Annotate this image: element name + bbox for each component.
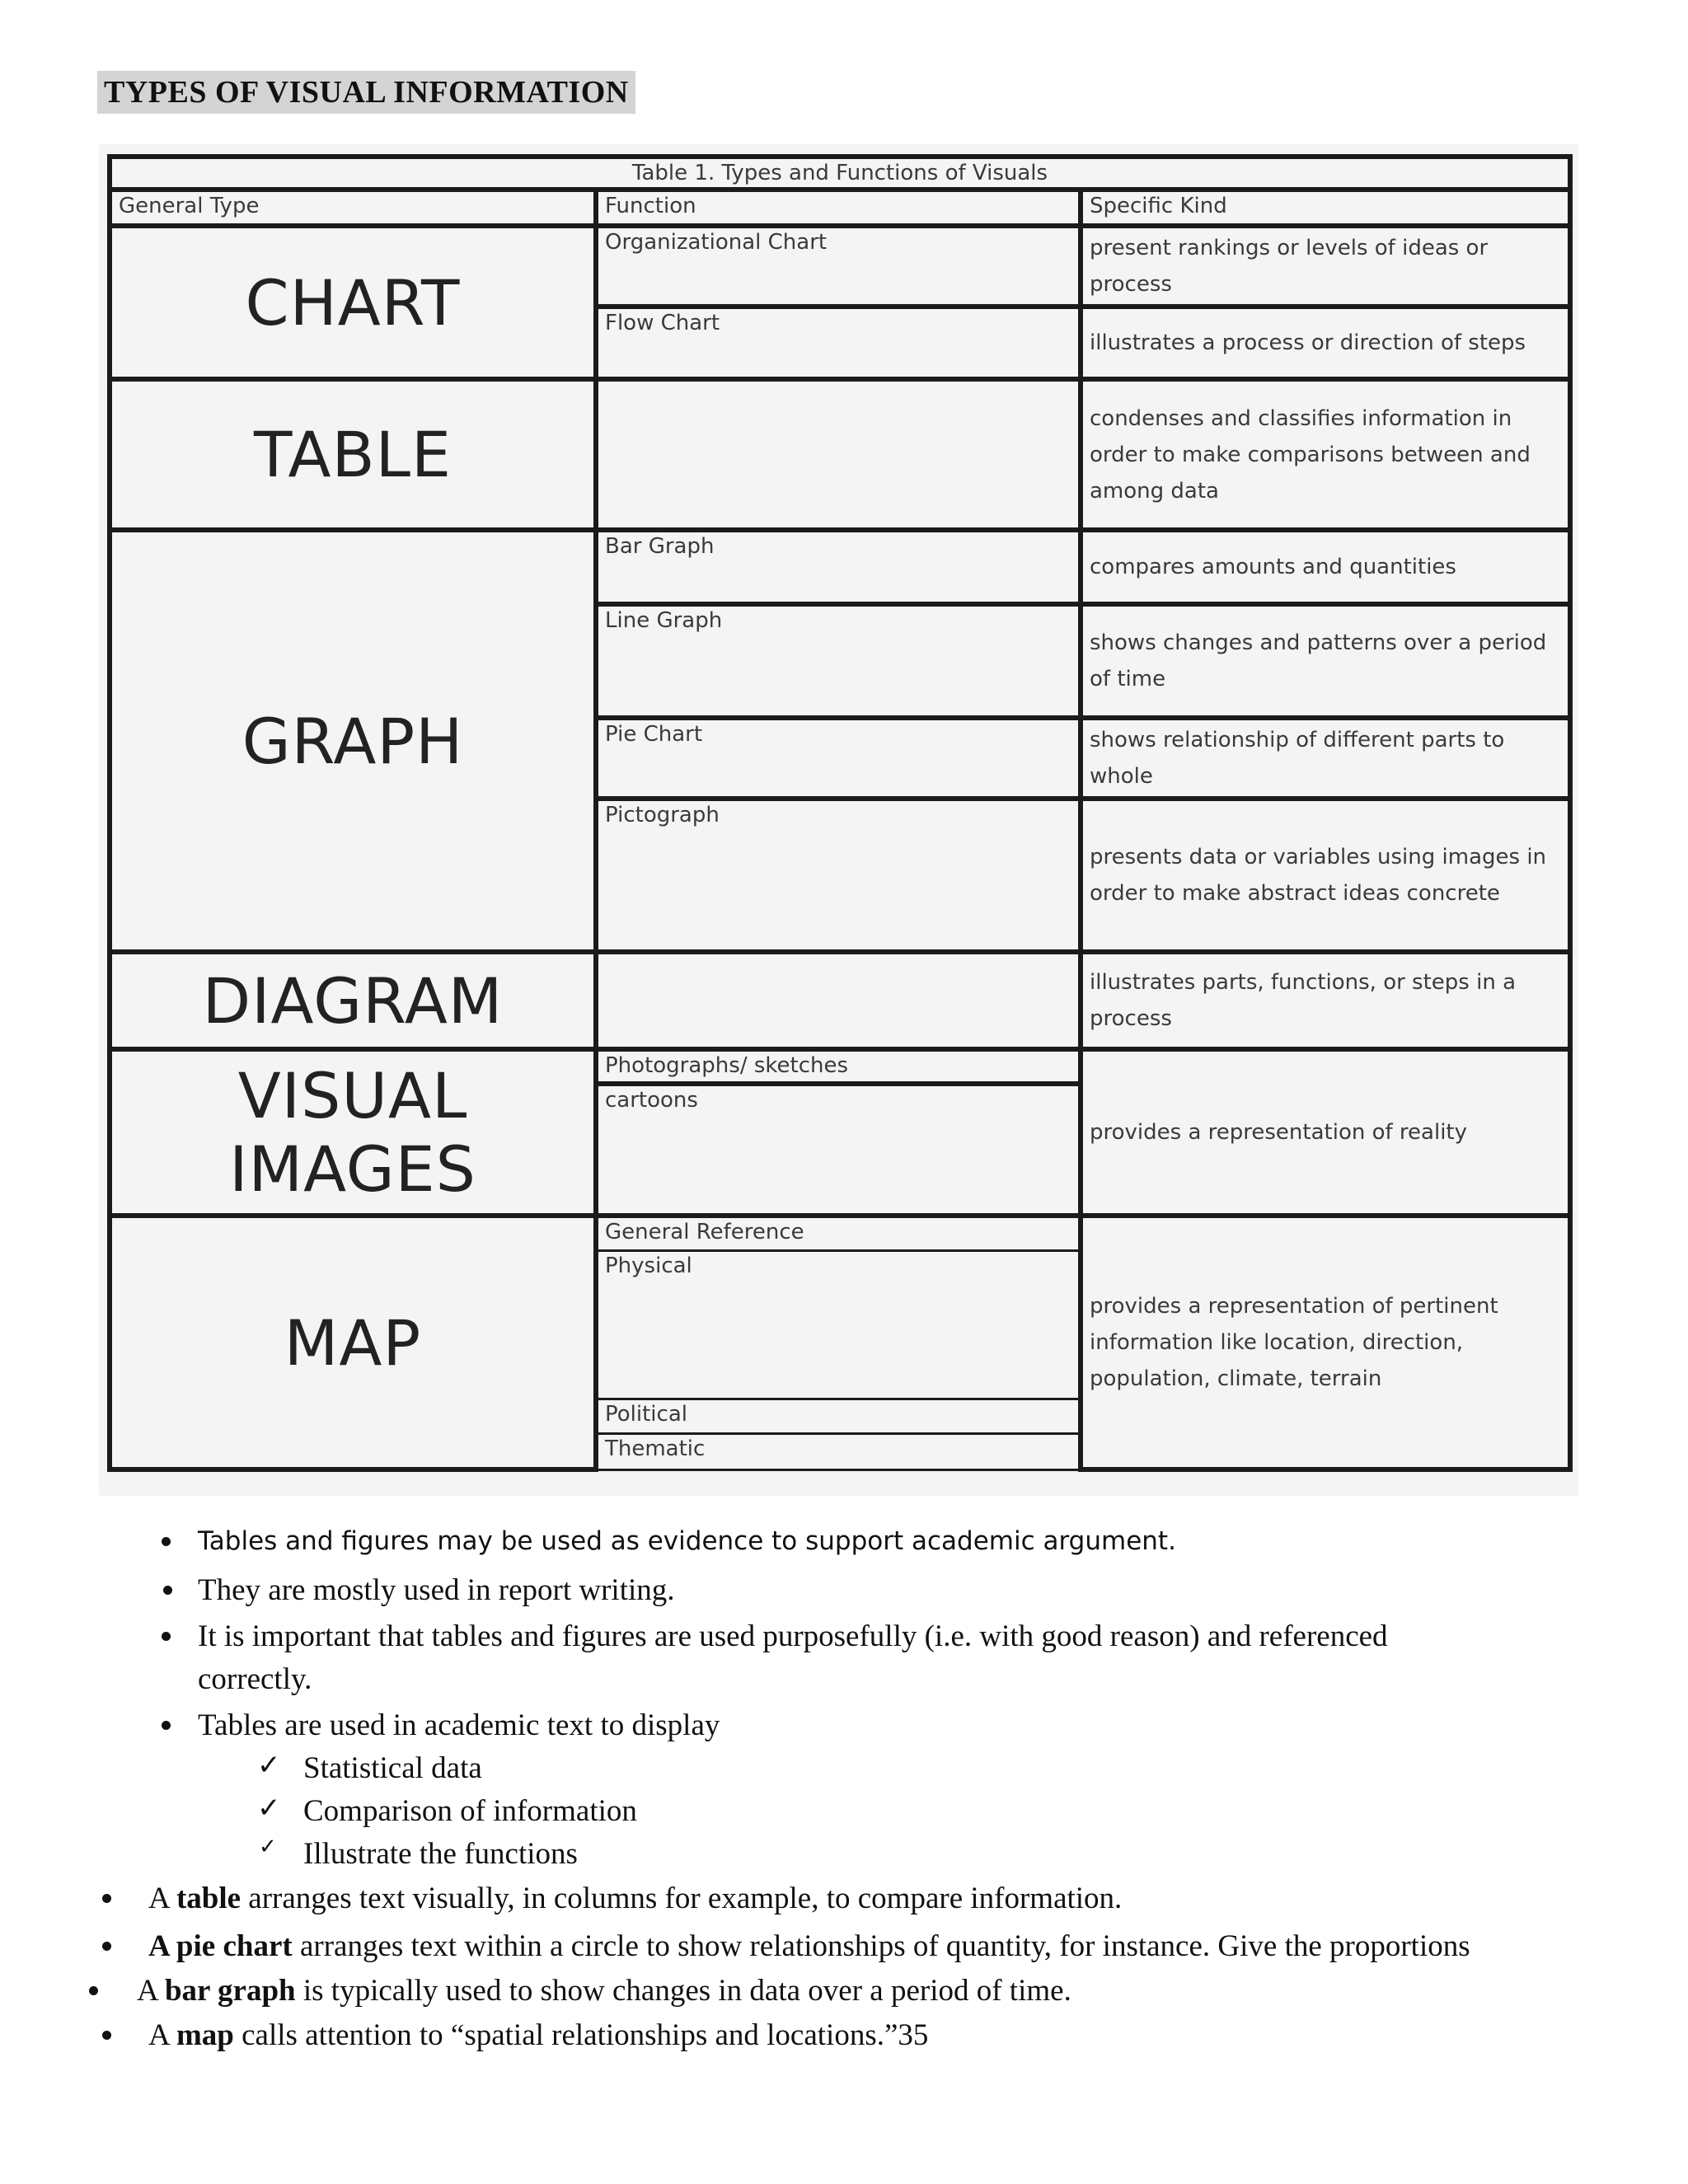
bullet-icon <box>102 1894 111 1903</box>
type-diagram: DIAGRAM <box>110 952 596 1049</box>
header-general-type: General Type <box>110 190 596 226</box>
visuals-table-image <box>99 144 1578 1496</box>
kind-organizational-chart: present rankings or levels of ideas or process <box>1081 226 1570 307</box>
function-diagram-empty <box>596 952 1081 1049</box>
bullet-bar-graph-definition: A bar graph is typically used to show changes in data over a period of time. <box>137 1974 1071 2008</box>
function-pie-chart: Pie Chart <box>596 718 1081 799</box>
bullet-icon <box>162 1537 171 1546</box>
kind-table: condenses and classifies information in order to make comparisons between and among data <box>1081 379 1570 530</box>
function-general-reference: General Reference <box>596 1216 1081 1250</box>
bullet-report-writing: They are mostly used in report writing. <box>198 1573 675 1607</box>
function-cartoons: cartoons <box>596 1084 1081 1216</box>
function-thematic: Thematic <box>596 1433 1081 1469</box>
function-political: Political <box>596 1399 1081 1433</box>
kind-visual-images: provides a representation of reality <box>1081 1049 1570 1216</box>
kind-pie-chart: shows relationship of different parts to whole <box>1081 718 1570 799</box>
function-photographs-sketches: Photographs/ sketches <box>596 1049 1081 1084</box>
type-table: TABLE <box>110 379 596 530</box>
function-organizational-chart: Organizational Chart <box>596 226 1081 307</box>
function-flow-chart: Flow Chart <box>596 307 1081 379</box>
bullet-icon <box>102 1942 111 1951</box>
bullet-icon <box>102 2031 111 2040</box>
page-heading: TYPES OF VISUAL INFORMATION <box>97 71 635 114</box>
kind-bar-graph: compares amounts and quantities <box>1081 530 1570 604</box>
function-line-graph: Line Graph <box>596 604 1081 718</box>
bullet-icon <box>162 1632 171 1641</box>
kind-map: provides a representation of pertinent information like location, direction, population, climate, terrain <box>1081 1216 1570 1469</box>
function-physical: Physical <box>596 1250 1081 1399</box>
kind-line-graph: shows changes and patterns over a period of time <box>1081 604 1570 718</box>
function-bar-graph: Bar Graph <box>596 530 1081 604</box>
bullet-tables-display: Tables are used in academic text to display <box>198 1708 720 1742</box>
type-chart: CHART <box>110 226 596 379</box>
kind-pictograph: presents data or variables using images in order to make abstract ideas concrete <box>1081 799 1570 952</box>
type-graph: GRAPH <box>110 530 596 952</box>
check-comparison: Comparison of information <box>303 1794 637 1828</box>
bullet-icon <box>163 1586 172 1595</box>
type-map: MAP <box>110 1216 596 1469</box>
check-icon: ✓ <box>257 1792 281 1825</box>
bullet-tables-figures-evidence: Tables and figures may be used as evidence to support academic argument. <box>198 1526 1176 1556</box>
check-icon: ✓ <box>259 1835 277 1859</box>
bullet-icon <box>162 1721 171 1730</box>
bullet-purposefully-line1: It is important that tables and figures are used purposefully (i.e. with good reason) and referenced <box>198 1619 1388 1653</box>
header-specific-kind: Specific Kind <box>1081 190 1570 226</box>
function-pictograph: Pictograph <box>596 799 1081 952</box>
bullet-pie-chart-definition: A pie chart arranges text within a circle to show relationships of quantity, for instance. Give the proportions <box>148 1929 1470 1963</box>
check-statistical-data: Statistical data <box>303 1751 482 1785</box>
header-function: Function <box>596 190 1081 226</box>
function-table-empty <box>596 379 1081 530</box>
bullet-icon <box>89 1986 98 1995</box>
bullet-purposefully-line2: correctly. <box>198 1662 312 1696</box>
type-visual-images: VISUAL IMAGES <box>110 1049 596 1216</box>
check-icon: ✓ <box>257 1749 281 1782</box>
types-functions-table <box>107 154 1573 1472</box>
kind-diagram: illustrates parts, functions, or steps in a process <box>1081 952 1570 1049</box>
check-illustrate: Illustrate the functions <box>303 1837 578 1871</box>
table-caption: Table 1. Types and Functions of Visuals <box>110 157 1570 190</box>
bullet-map-definition: A map calls attention to “spatial relationships and locations.”35 <box>148 2018 929 2052</box>
kind-flow-chart: illustrates a process or direction of steps <box>1081 307 1570 379</box>
bullet-table-definition: A table arranges text visually, in columns for example, to compare information. <box>148 1882 1123 1915</box>
